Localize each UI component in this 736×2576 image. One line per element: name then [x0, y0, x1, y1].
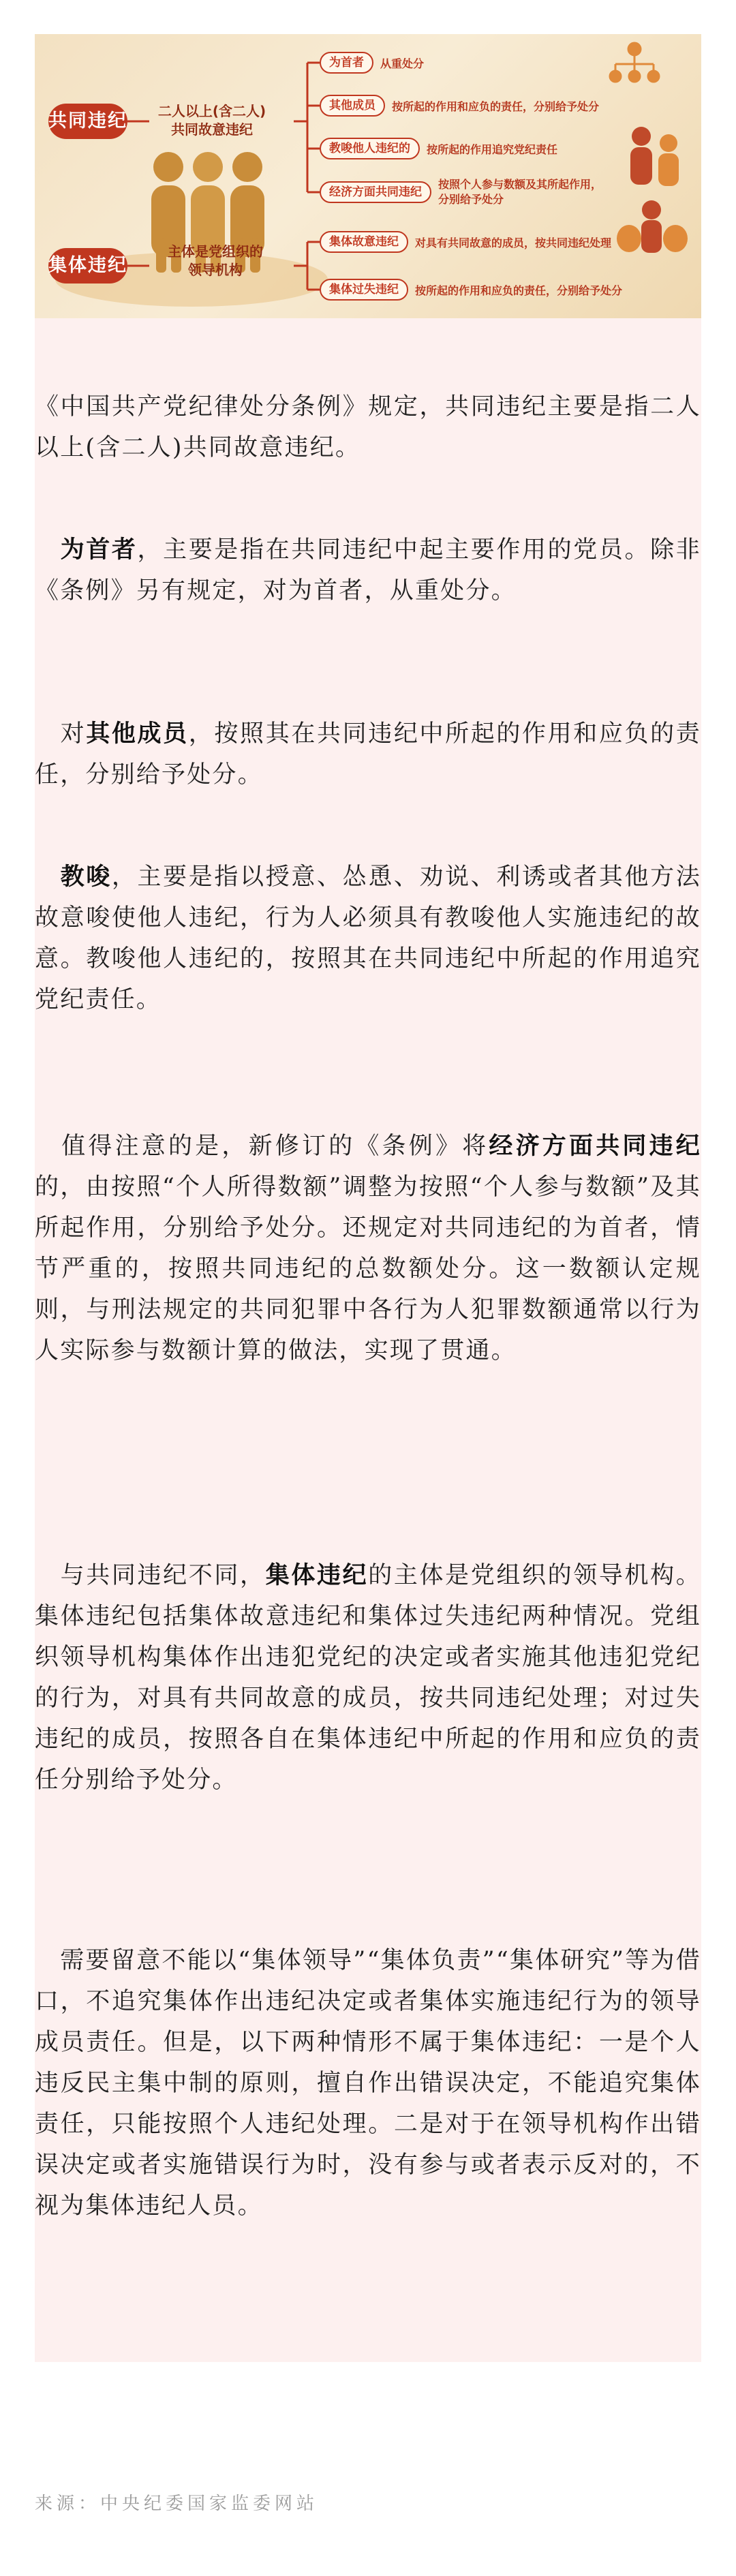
paragraph-text: 的，由按照“个人所得数额”调整为按照“个人参与数额”及其所起作用，分别给予处分。还规定对共同违纪的为首者，情节严重的，按照共同违纪的总数额处分。这一数额认定规则，与刑法规定的共同犯罪中各行为人犯罪数额通常以行为人实际参与数额计算的做法，实现了贯通。: [35, 1174, 701, 1364]
paragraph-keyword: 经济方面共同违纪: [489, 1132, 702, 1160]
branch-desc: 按照个人参与数额及其所起作用，分别给予处分: [438, 178, 602, 206]
joint-violation-label: 共同违纪: [48, 104, 127, 139]
branch-collective-negligent: [320, 279, 622, 301]
paragraph-definition: [35, 386, 701, 468]
branch-instigation: [320, 138, 557, 159]
infographic-graphics: [35, 34, 701, 318]
collective-definition-line1: 主体是党组织的: [168, 243, 263, 260]
branch-economic: [320, 178, 609, 206]
paragraph-keyword: 为首者: [60, 536, 138, 564]
whisper-icon: [630, 127, 679, 186]
paragraph-exceptions: [35, 1940, 701, 2226]
paragraph-text: 《中国共产党纪律处分条例》规定，共同违纪主要是指二人以上(含二人)共同故意违纪。: [35, 393, 701, 461]
article-body: [35, 318, 701, 2362]
collective-violation-label: 集体违纪: [48, 248, 127, 283]
paragraph-text: 与共同违纪不同，: [60, 1562, 266, 1589]
paragraph-text: 的主体是党组织的领导机构。集体违纪包括集体故意违纪和集体过失违纪两种情况。党组织领导机构集体作出违犯党纪的决定或者实施其他违犯党纪的行为，对具有共同故意的成员，按共同违纪处理；对过失违纪的成员，按照各自在集体违纪中所起的作用和应负的责任分别给予处分。: [35, 1562, 701, 1794]
org-chart-icon: [610, 43, 659, 82]
paragraph-instigation: [35, 857, 701, 1020]
paragraph-keyword: 教唆: [60, 863, 112, 891]
paragraph-keyword: 集体违纪: [265, 1561, 369, 1589]
joint-definition-line1: 二人以上(含二人): [157, 103, 266, 119]
branch-tag: 教唆他人违纪的: [320, 138, 420, 159]
paragraph-text: 需要留意不能以“集体领导”“集体负责”“集体研究”等为借口，不追究集体作出违纪决定或者集体实施违纪行为的领导成员责任。但是，以下两种情形不属于集体违纪：一是个人违反民主集中制的原则，擅自作出错误决定，不能追究集体责任，只能按照个人违纪处理。二是对于在领导机构作出错误决定或者实施错误行为时，没有参与或者表示反对的，不视为集体违纪人员。: [35, 1947, 701, 2220]
branch-desc: 对具有共同故意的成员，按共同违纪处理: [415, 236, 612, 249]
source-credit: 来源：中央纪委国家监委网站: [35, 2494, 319, 2514]
joint-definition: [144, 102, 280, 139]
branch-tag: 集体过失违纪: [320, 279, 408, 301]
paragraph-text: ，按照其在共同违纪中所起的作用和应负的责任，分别给予处分。: [35, 720, 701, 788]
infographic-banner: [35, 34, 701, 318]
paragraph-collective: [35, 1555, 701, 1800]
paragraph-leader: [35, 530, 701, 611]
branch-tag: 集体故意违纪: [320, 231, 408, 253]
paragraph-other-members: [35, 714, 701, 795]
paragraph-text: ，主要是指在共同违纪中起主要作用的党员。除非《条例》另有规定，对为首者，从重处分。: [35, 536, 701, 604]
paragraph-economic: [35, 1126, 701, 1371]
branch-collective-intentional: [320, 231, 611, 253]
paragraph-text: ，主要是指以授意、怂恿、劝说、利诱或者其他方法故意唆使他人违纪，行为人必须具有教唆他人实施违纪的故意。教唆他人违纪的，按照其在共同违纪中所起的作用追究党纪责任。: [35, 863, 701, 1013]
paragraph-text: 值得注意的是，新修订的《条例》将: [60, 1133, 489, 1160]
branch-tag: 其他成员: [320, 95, 385, 117]
collective-definition: [151, 243, 280, 279]
paragraph-text: 对: [60, 720, 87, 748]
branch-desc: 按所起的作用和应负的责任，分别给予处分: [415, 283, 623, 297]
collective-definition-line2: 领导机构: [188, 262, 243, 278]
branch-leader: [320, 52, 424, 74]
branch-desc: 按所起的作用追究党纪责任: [427, 142, 558, 156]
branch-desc: 按所起的作用和应负的责任，分别给予处分: [392, 99, 600, 113]
paragraph-keyword: 其他成员: [86, 720, 189, 748]
joint-definition-line2: 共同故意违纪: [171, 121, 253, 138]
money-bag-icon: [617, 200, 688, 253]
branch-tag: 为首者: [320, 52, 373, 74]
branch-tag: 经济方面共同违纪: [320, 181, 431, 203]
branch-other-members: [320, 95, 599, 117]
branch-desc: 从重处分: [380, 57, 425, 70]
